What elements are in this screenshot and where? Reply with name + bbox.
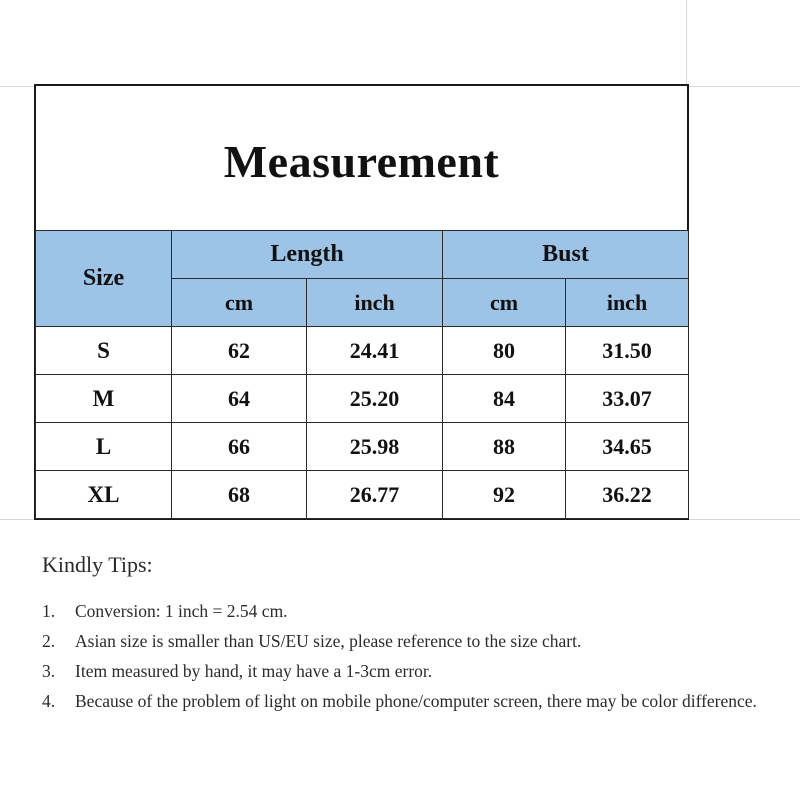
table-row — [36, 327, 689, 375]
bust-inch-cell: 34.65 — [566, 423, 689, 471]
list-item — [42, 656, 782, 686]
bust-inch-cell: 31.50 — [566, 327, 689, 375]
bust-cm-cell: 80 — [443, 327, 566, 375]
table-row — [36, 375, 689, 423]
size-cell: S — [36, 327, 172, 375]
kindly-tips — [42, 552, 782, 716]
length-cm-cell: 64 — [172, 375, 307, 423]
header-row-groups — [36, 231, 689, 279]
table-header — [36, 231, 689, 327]
bust-inch-cell: 36.22 — [566, 471, 689, 519]
bust-cm-cell: 92 — [443, 471, 566, 519]
length-cm-cell: 68 — [172, 471, 307, 519]
list-item — [42, 686, 782, 716]
tip-text: Asian size is smaller than US/EU size, please reference to the size chart. — [75, 631, 582, 651]
tip-number: 4. — [42, 691, 56, 711]
length-cm-cell: 62 — [172, 327, 307, 375]
bust-cm-cell: 88 — [443, 423, 566, 471]
title-area — [36, 86, 687, 230]
table-row — [36, 471, 689, 519]
bust-group-header: Bust — [443, 231, 689, 279]
bust-cm-header: cm — [443, 279, 566, 327]
tip-number: 2. — [42, 631, 56, 651]
length-inch-cell: 24.41 — [307, 327, 443, 375]
tip-number: 1. — [42, 601, 56, 621]
list-item — [42, 626, 782, 656]
measurement-chart — [34, 84, 689, 520]
size-cell: M — [36, 375, 172, 423]
tip-number: 3. — [42, 661, 56, 681]
size-cell: L — [36, 423, 172, 471]
length-inch-header: inch — [307, 279, 443, 327]
bust-inch-header: inch — [566, 279, 689, 327]
tips-title: Kindly Tips: — [42, 552, 153, 577]
tip-text: Item measured by hand, it may have a 1-3cm error. — [75, 661, 433, 681]
length-inch-cell: 25.98 — [307, 423, 443, 471]
size-cell: XL — [36, 471, 172, 519]
length-inch-cell: 26.77 — [307, 471, 443, 519]
guide-line-vertical — [686, 0, 687, 86]
length-cm-header: cm — [172, 279, 307, 327]
table-row — [36, 423, 689, 471]
size-column-header: Size — [36, 231, 172, 327]
length-cm-cell: 66 — [172, 423, 307, 471]
tip-text: Because of the problem of light on mobile phone/computer screen, there may be color difference. — [75, 691, 757, 711]
bust-inch-cell: 33.07 — [566, 375, 689, 423]
tip-text: Conversion: 1 inch = 2.54 cm. — [75, 601, 288, 621]
table-body — [36, 327, 689, 519]
bust-cm-cell: 84 — [443, 375, 566, 423]
list-item — [42, 596, 782, 626]
length-inch-cell: 25.20 — [307, 375, 443, 423]
tips-list — [42, 596, 782, 716]
chart-title: Measurement — [223, 135, 500, 187]
size-table — [35, 230, 689, 519]
length-group-header: Length — [172, 231, 443, 279]
